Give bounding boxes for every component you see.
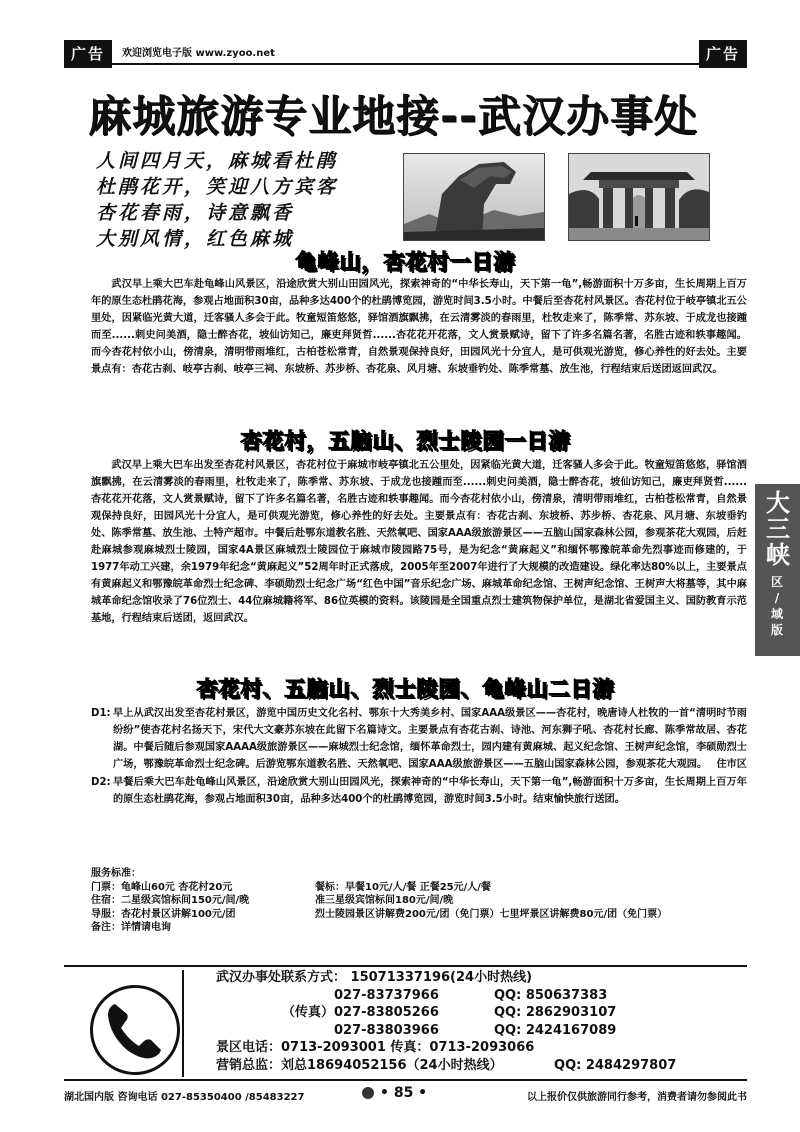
footer-page bbox=[362, 1085, 427, 1101]
spacer bbox=[216, 987, 334, 1005]
service-col-2: 餐标：早餐10元/人/餐 正餐25元/人/餐 bbox=[315, 881, 491, 893]
poem-line: 杜鹃花开，笑迎八方宾客 bbox=[96, 176, 339, 198]
footer bbox=[64, 1086, 747, 1102]
scenic-phone-line[interactable]: 景区电话：0713-2093001 传真：0713-2093066 bbox=[216, 1040, 535, 1055]
service-row bbox=[91, 894, 747, 908]
service-row bbox=[91, 908, 747, 922]
sales-label: 营销总监： bbox=[216, 1057, 282, 1073]
day-tail: 住市区 bbox=[716, 759, 747, 770]
page-number: 85 bbox=[393, 1085, 414, 1101]
rock-mountain-photo bbox=[403, 153, 545, 241]
office-label: 武汉办事处联系方式： bbox=[216, 970, 347, 985]
sales-value[interactable]: 刘总18694052156（24小时热线） bbox=[281, 1057, 503, 1073]
ad-tag-right: 广告 bbox=[699, 40, 747, 68]
contact-box bbox=[64, 967, 747, 1079]
service-col-1: 住宿：二星级宾馆标间150元/间/晚 bbox=[91, 895, 250, 906]
side-tab-title bbox=[762, 490, 794, 568]
service-col-2: 烈士陵园景区讲解费200元/团（免门票）七里坪景区讲解费80元/团（免门票） bbox=[315, 908, 668, 920]
day-text: 早餐后乘大巴车赴龟峰山风景区，沿途欣赏大别山田园风光，探索神奇的“中华长寿山，天下第一龟”,畅游面积十万多亩，生长周期上百万年的原生态杜鹃花海，参观占地面积30亩，品种多达400个的杜鹃博览园，游览时间3.5小时。结束愉快旅行送团。 bbox=[113, 777, 747, 805]
spacer bbox=[216, 1022, 334, 1040]
day-label: D1: bbox=[91, 708, 111, 719]
phone-icon bbox=[93, 988, 177, 1072]
ad-tag-left: 广告 bbox=[64, 40, 112, 68]
service-standards bbox=[91, 867, 747, 935]
side-char: 三 bbox=[766, 515, 790, 543]
side-char: 区 bbox=[770, 575, 783, 589]
section-body-1 bbox=[91, 276, 747, 378]
poem-line: 人间四月天，麻城看杜鹃 bbox=[96, 150, 339, 172]
poem-block bbox=[96, 148, 396, 252]
sales-qq[interactable]: QQ: 2484297807 bbox=[554, 1057, 677, 1073]
section-body-2 bbox=[91, 457, 747, 627]
qq[interactable]: QQ: 2862903107 bbox=[494, 1005, 617, 1020]
service-col-2: 准三星级宾馆标间180元/间/晚 bbox=[315, 895, 454, 906]
side-char: 峡 bbox=[766, 541, 790, 569]
page-dot: • bbox=[380, 1085, 394, 1101]
service-col-1: 门票：龟峰山60元 杏花村20元 bbox=[91, 881, 233, 893]
side-char: 域 bbox=[770, 607, 783, 621]
header-bar bbox=[64, 40, 747, 63]
fax-label: （传真） bbox=[281, 1005, 334, 1020]
side-char: 版 bbox=[770, 623, 783, 637]
header-divider bbox=[64, 63, 747, 65]
page-title: 麻城旅游专业地接--武汉办事处 bbox=[88, 92, 698, 142]
day-label: D2: bbox=[91, 777, 111, 788]
hotline[interactable]: 15071337196(24小时热线) bbox=[350, 970, 533, 985]
contact-details bbox=[216, 969, 746, 1074]
service-col-1: 导服：杏花村景区讲解100元/团 bbox=[91, 908, 236, 920]
service-heading: 服务标准： bbox=[91, 868, 141, 879]
side-tab bbox=[755, 484, 800, 656]
office-line bbox=[216, 969, 746, 987]
phone-icon-box bbox=[90, 985, 180, 1075]
qq[interactable]: QQ: 850637383 bbox=[494, 987, 608, 1003]
section-title-3: 杏花村、五脑山、烈士陵园、龟峰山二日游 bbox=[196, 677, 615, 701]
contact-bottom-divider bbox=[64, 1079, 747, 1081]
footer-left: 湖北国内版 咨询电话 027-85350400 /85483227 bbox=[64, 1092, 305, 1103]
page-dot: • bbox=[413, 1085, 428, 1101]
phone-row bbox=[216, 1022, 746, 1040]
service-col-1: 备注：详情请电询 bbox=[91, 922, 171, 933]
tel[interactable]: 027-83803966 bbox=[334, 1022, 439, 1038]
poem-line: 大别风情，红色麻城 bbox=[96, 228, 295, 250]
section-title-2: 杏花村，五脑山、烈士陵园一日游 bbox=[240, 429, 571, 453]
section-paragraph: 武汉早上乘大巴车赴龟峰山风景区，沿途欣赏大别山田园风光，探索神奇的“中华长寿山，天下第一龟”,畅游面积十万多亩，生长周期上百万年的原生态杜鹃花海，参观占地面积30亩，品种多达400个的杜鹃博览园，游览时间3.5小时。中餐后至杏花村风景区。杏花村位于岐亭镇北五公里处，因紧临光黄大道，迁客骚人多会于此。牧童短笛悠悠，驿馆酒旗飘拂，在云清雾淡的春雨里，杜牧走来了，陈季常、苏东坡、于成龙也接踵而至......刺史问美酒，隐士醉杏花，坡仙访知己，廉吏拜贤哲......杏花花开花落，文人赏景赋诗，留下了许多名篇名著，名胜古迹和轶事趣闻。而今杏花村依小山，傍清泉，清明带雨堆红，古柏苍松常青，自然景观保持良好，田园风光十分宜人，是可供观光游览，修心养性的好去处。主要景点有：杏花古刹、岐亭古刹、岐亭三祠、东坡桥、苏步桥、杏花泉、风月塘、东坡垂钓处、陈季常墓、放生池，行程结束后送团返回武汉。 bbox=[91, 279, 747, 375]
qq[interactable]: QQ: 2424167089 bbox=[494, 1022, 617, 1038]
itinerary bbox=[91, 705, 747, 808]
section-title-1: 龟峰山，杏花村一日游 bbox=[295, 250, 516, 274]
contact-vertical-rule bbox=[182, 970, 184, 1077]
side-tab-subtitle bbox=[765, 574, 789, 638]
phone-row bbox=[216, 1004, 746, 1022]
tel[interactable]: 027-83805266 bbox=[334, 1005, 439, 1020]
phone-row bbox=[216, 987, 746, 1005]
side-char: / bbox=[774, 591, 780, 605]
service-row bbox=[91, 881, 747, 895]
itinerary-day bbox=[91, 774, 747, 808]
day-text: 早上从武汉出发至杏花村景区，游览中国历史文化名村、鄂东十大秀美乡村、国家AAA级景区——杏花村，晚唐诗人杜牧的一首“清明时节雨纷纷”使杏花村名扬天下，宋代大文豪苏东坡在此留下名篇诗文。主要景点有杏花古刹、诗池、河东狮子吼、杏花村长廊、陈季常故居、杏花湖。中餐后随后参观国家AAAA级旅游景区——麻城烈士纪念馆，缅怀革命烈士，园内建有黄麻城、起义纪念馆、王树声纪念馆，李硕勋烈士广场，鄂豫皖革命烈士纪念碑。后游览鄂东道教名胜、天然氧吧、国家AAA级旅游景区——五脑山国家森林公园，参观茶花大观园。 bbox=[113, 708, 747, 770]
gate-arch-image bbox=[569, 154, 709, 240]
site-text[interactable]: 欢迎浏览电子版 www.zyoo.net bbox=[122, 48, 275, 59]
section-paragraph: 武汉早上乘大巴车出发至杏花村风景区，杏花村位于麻城市岐亭镇北五公里处，因紧临光黄大道，迁客骚人多会于此。牧童短笛悠悠，驿馆酒旗飘拂，在云清雾淡的春雨里，杜牧走来了，陈季常、苏东坡、于成龙也接踵而至......刺史问美酒，隐士醉杏花，坡仙访知己，廉吏拜贤哲......杏花花开花落，文人赏景赋诗，留下了许多名篇名著，名胜古迹和轶事趣闻。而今杏花村依小山，傍清泉，清明带雨堆红，古柏苍松常青，自然景观保持良好，田园风光十分宜人，是可供观光游览，修心养性的好去处。主要景点有：杏花古刹、东坡桥、苏步桥、杏花泉、风月塘、东坡垂钓处、陈季常墓、放生池、土特产超市。中餐后赴鄂东道教名胜、天然氧吧、国家AAA级旅游景区——五脑山国家森林公园，参观茶花大观园，后赶赴麻城参观麻城烈士陵园，国家4A景区麻城烈士陵园位于麻城市陵园路75号，是为纪念“黄麻起义”和缅怀鄂豫皖革命先烈事迹而修建的，于1977年动工兴建，余1979年纪念“黄麻起义”52周年时正式落成，2005年至2007年进行了大规模的改造建设。绿化率达80%以上，主要景点有黄麻起义和鄂豫皖革命烈士纪念碑、李硕勋烈士纪念广场“红色中国”音乐纪念广场、麻城革命纪念馆、王树声纪念馆、王树声大将墓等，其中麻城革命纪念馆收录了76位烈士、44位麻城籍将军、86位英模的资料。该陵园是全国重点烈士建筑物保护单位，是湖北省爱国主义、国防教育示范基地，行程结束后送团，返回武汉。 bbox=[91, 460, 747, 624]
day-text-wrap bbox=[113, 705, 747, 773]
footer-right: 以上报价仅供旅游同行参考，消费者请勿参阅此书 bbox=[527, 1092, 747, 1103]
gate-arch-photo bbox=[568, 153, 710, 241]
service-row bbox=[91, 921, 747, 935]
itinerary-day bbox=[91, 705, 747, 773]
tel[interactable]: 027-83737966 bbox=[334, 987, 439, 1003]
page-emblem-icon bbox=[362, 1087, 374, 1099]
rock-mountain-image bbox=[404, 154, 544, 240]
sales-line bbox=[216, 1057, 746, 1075]
side-char: 大 bbox=[766, 489, 790, 517]
poem-line: 杏花春雨，诗意飘香 bbox=[96, 202, 295, 224]
